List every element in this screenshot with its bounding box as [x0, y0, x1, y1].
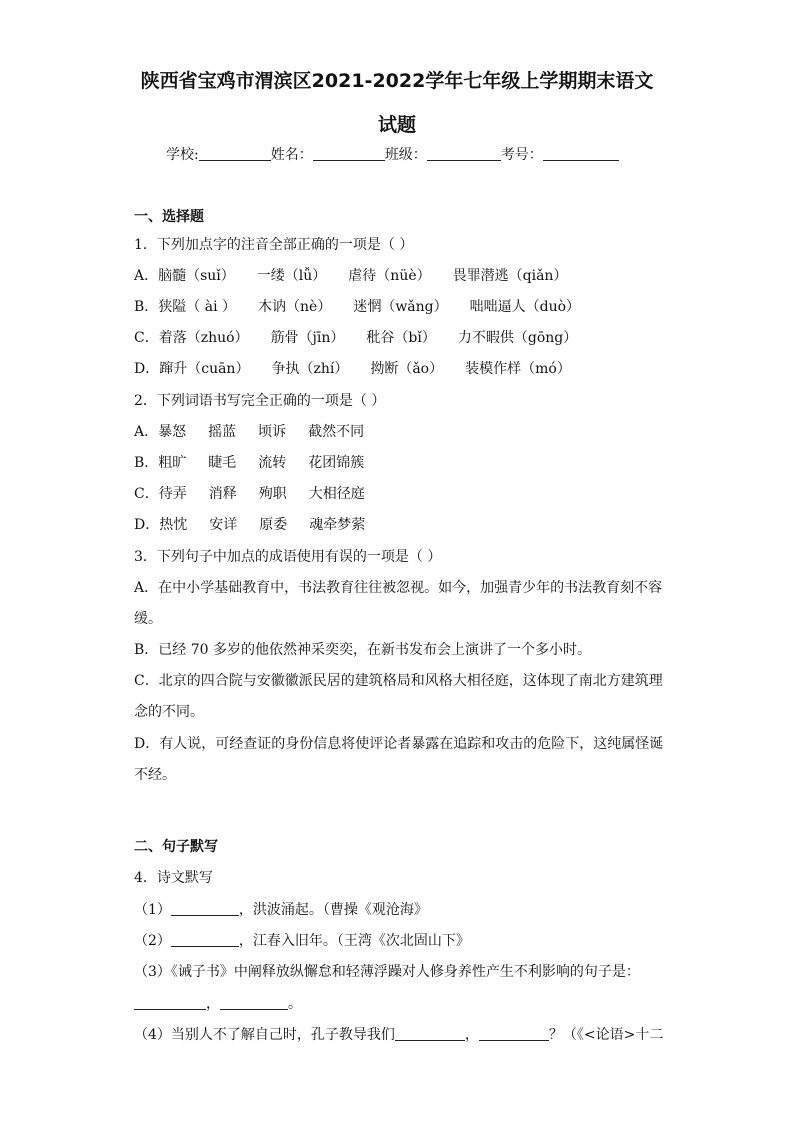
option-word: 筋骨（jīn）: [270, 330, 345, 346]
question-4-part-2: [134, 930, 470, 950]
answer-blank[interactable]: [171, 932, 239, 947]
option-word: 截然不同: [308, 424, 365, 440]
question-1-option-d: [134, 358, 593, 378]
part-number: （1）: [134, 902, 171, 918]
exam-title-line-1: 陕西省宝鸡市渭滨区2021-2022学年七年级上学期期末语文: [140, 70, 654, 92]
question-2-option-a: [134, 421, 386, 441]
question-4-stem: 4．诗文默写: [134, 870, 213, 886]
period: 。: [288, 996, 302, 1012]
name-label: 姓名：: [270, 147, 313, 163]
option-word: 装模作样（mó）: [465, 361, 571, 377]
question-1-stem: 1．下列加点字的注音全部正确的一项是（ ）: [134, 237, 414, 253]
option-word: 木讷（nè）: [258, 299, 332, 315]
question-2-stem: 2．下列词语书写完全正确的一项是（ ）: [134, 393, 386, 409]
class-blank[interactable]: [427, 145, 501, 161]
part-text: ，江春入旧年。（王湾《次北固山下》: [238, 933, 470, 949]
question-3-option-d: D．有人说，可经查证的身份信息将使评论者暴露在追踪和攻击的危险下，这纯属怪诞: [134, 736, 664, 752]
option-word: 大相径庭: [308, 486, 365, 502]
option-word: 消释: [208, 486, 237, 502]
exam-number-label: 考号：: [500, 147, 543, 163]
question-3-option-b: B．已经 70 多岁的他依然神采奕奕，在新书发布会上演讲了一个多小时。: [134, 642, 592, 658]
question-3-option-c: C．北京的四合院与安徽徽派民居的建筑格局和风格大相径庭，这体现了南北方建筑理: [134, 673, 663, 689]
option-word: 力不暇供（gōng）: [457, 330, 578, 346]
option-word: D．蹿升（cuān）: [134, 361, 250, 377]
option-word: C．着落（zhuó）: [134, 330, 249, 346]
question-4-part-3: （3）《诫子书》中阐释放纵懈怠和轻薄浮躁对人修身养性产生不利影响的句子是：: [134, 964, 640, 980]
question-1-option-b: [134, 296, 602, 316]
comma: ，: [464, 1027, 479, 1043]
option-word: 花团锦簇: [308, 455, 365, 471]
school-label: 学校:: [166, 147, 199, 163]
question-3-stem: 3．下列句子中加点的成语使用有误的一项是（ ）: [134, 549, 442, 565]
question-3-option-a-cont: 缓。: [134, 611, 162, 627]
exam-title-line-2: 试题: [377, 114, 416, 136]
name-blank[interactable]: [313, 145, 385, 161]
option-word: 拗断（ǎo）: [370, 361, 444, 377]
option-word: 睫毛: [208, 455, 237, 471]
option-word: 争执（zhí）: [271, 361, 349, 377]
answer-blank[interactable]: [220, 995, 288, 1010]
option-word: 殉职: [258, 486, 287, 502]
option-word: A．暴怒: [134, 424, 187, 440]
question-3-option-c-cont: 念的不同。: [134, 704, 204, 720]
part-text: （4）当别人不了解自己时，孔子教导我们: [134, 1027, 395, 1043]
question-4-part-1: [134, 899, 428, 919]
option-word: 秕谷（bǐ）: [366, 330, 436, 346]
question-2-option-c: [134, 483, 387, 503]
answer-blank[interactable]: [479, 1026, 549, 1041]
answer-blank[interactable]: [395, 1026, 465, 1041]
comma: ，: [206, 996, 220, 1012]
option-word: 原委: [259, 517, 288, 533]
question-2-option-b: [134, 452, 386, 472]
option-word: 魂牵梦萦: [309, 517, 366, 533]
class-label: 班级：: [384, 147, 427, 163]
option-word: 畏罪潜逃（qiǎn）: [452, 268, 568, 284]
question-1-option-a: [134, 265, 589, 285]
option-word: 迷惘（wǎng）: [353, 299, 448, 315]
option-word: 顷诉: [258, 424, 287, 440]
question-3-option-a: A．在中小学基础教育中，书法教育往往被忽视。如今，加强青少年的书法教育刻不容: [134, 580, 663, 596]
part-number: （2）: [134, 933, 171, 949]
section-heading-choice: 一、选择题: [134, 209, 204, 225]
question-2-option-d: [134, 514, 387, 534]
answer-blank[interactable]: [171, 901, 239, 916]
option-word: D．热忱: [134, 517, 188, 533]
exam-number-blank[interactable]: [543, 145, 619, 161]
option-word: 安详: [209, 517, 238, 533]
option-word: 摇蓝: [208, 424, 237, 440]
option-word: A．脑髓（suǐ）: [134, 268, 235, 284]
question-4-part-4: [134, 1024, 663, 1044]
student-info-row: [166, 144, 619, 164]
option-word: B．粗旷: [134, 455, 187, 471]
part-text: ？（《<论语>十二: [548, 1027, 664, 1043]
option-word: C．待弄: [134, 486, 187, 502]
part-text: ，洪波涌起。（曹操《观沧海》: [238, 902, 428, 918]
option-word: 咄咄逼人（duò）: [469, 299, 581, 315]
option-word: B．狭隘（ ài ）: [134, 299, 237, 315]
question-3-option-d-cont: 不经。: [134, 767, 176, 783]
school-blank[interactable]: [199, 145, 271, 161]
answer-blank[interactable]: [134, 995, 206, 1010]
section-heading-dictation: 二、句子默写: [134, 839, 218, 855]
question-4-part-3-answers: [134, 993, 302, 1013]
question-1-option-c: [134, 327, 599, 347]
option-word: 虐待（nüè）: [348, 268, 431, 284]
option-word: 一缕（lǚ）: [256, 268, 327, 284]
option-word: 流转: [258, 455, 287, 471]
